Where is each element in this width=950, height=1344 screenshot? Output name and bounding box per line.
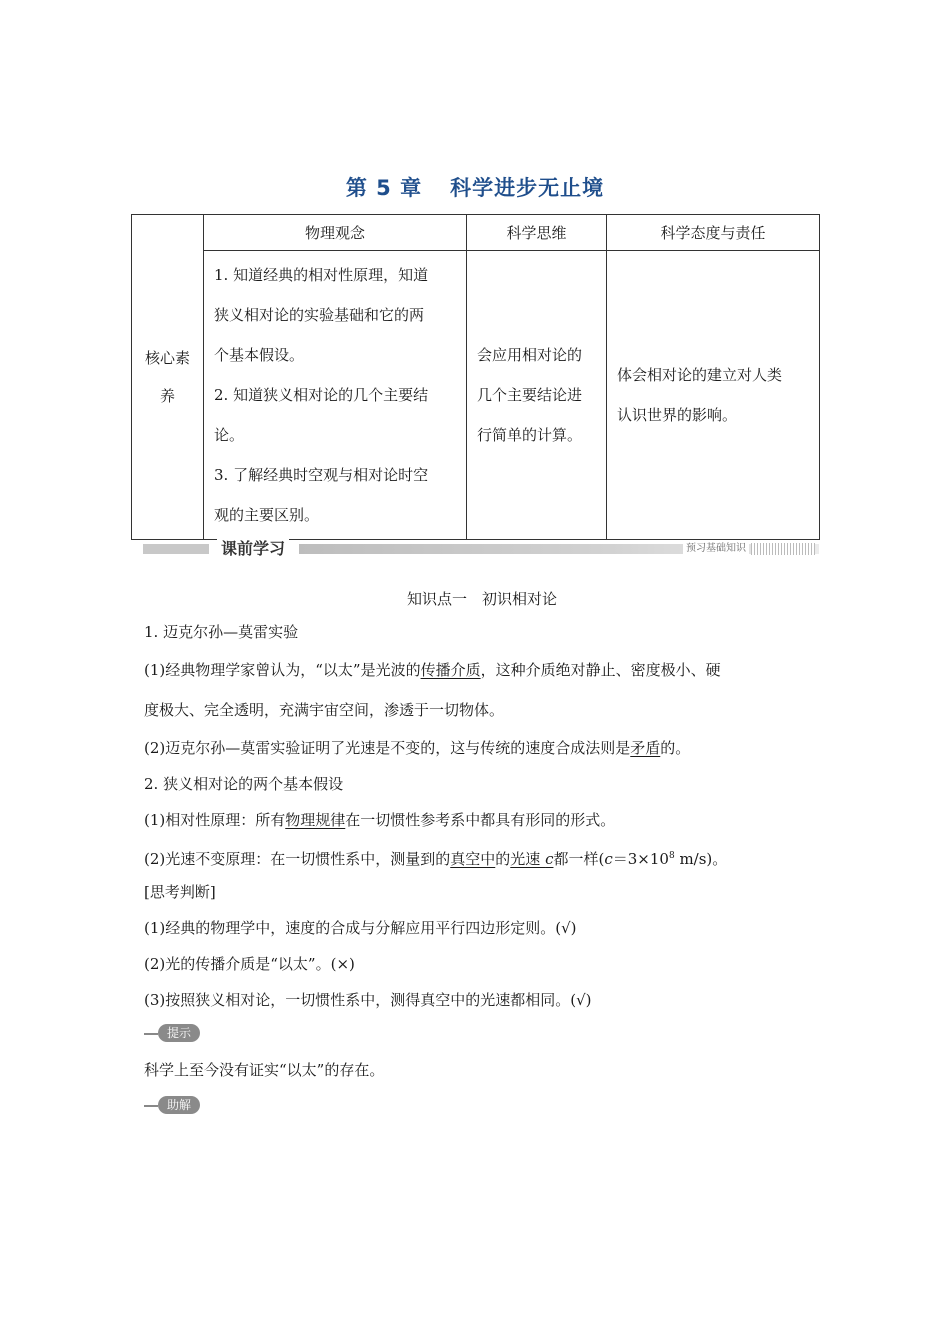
section-1-paragraph-1: (1)经典物理学家曾认为，“以太”是光波的传播介质，这种介质绝对静止、密度极小、硬 xyxy=(144,661,721,679)
help-chip xyxy=(144,1096,200,1114)
section-1-paragraph-2: (2)迈克尔孙—莫雷实验证明了光速是不变的，这与传统的速度合成法则是矛盾的。 xyxy=(144,739,691,757)
answer-blank: 真空中 xyxy=(450,850,496,868)
hint-chip xyxy=(144,1024,200,1042)
knowledge-point-title: 知识点一 初识相对论 xyxy=(406,590,557,608)
answer-blank: 光速 c xyxy=(510,850,554,868)
section-2-paragraph-2: (2)光速不变原理：在一切惯性系中，测量到的真空中的光速 c都一样($c=3\times 10^8$ m/s)。 xyxy=(144,850,728,868)
chapter-name: 科学进步无止境 xyxy=(450,176,605,200)
think-judge-title: [思考判断] xyxy=(144,883,216,901)
section-2-title: 2. 狭义相对论的两个基本假设 xyxy=(144,775,344,793)
header-scientific-attitude: 科学态度与责任 xyxy=(607,215,820,251)
section-1-paragraph-1-cont: 度极大、完全透明，充满宇宙空间，渗透于一切物体。 xyxy=(144,701,505,719)
banner-tag: 预习基础知识 xyxy=(683,542,749,556)
answer-blank: 传播介质 xyxy=(420,661,481,679)
judge-item: (2)光的传播介质是“以太”。(×) xyxy=(144,955,355,973)
cell-scientific-thinking: 会应用相对论的 几个主要结论进 行简单的计算。 xyxy=(467,251,607,540)
hint-label-row xyxy=(144,1018,820,1050)
header-scientific-thinking: 科学思维 xyxy=(467,215,607,251)
hint-label: 提示 xyxy=(158,1024,200,1042)
chapter-title xyxy=(0,172,950,202)
core-literacy-table xyxy=(131,214,820,540)
judge-item: (3)按照狭义相对论，一切惯性系中，测得真空中的光速都相同。(√) xyxy=(144,991,592,1009)
answer-blank: 矛盾 xyxy=(630,739,661,757)
section-1-title: 1. 迈克尔孙—莫雷实验 xyxy=(144,623,299,641)
help-label-row xyxy=(144,1090,820,1122)
help-label: 助解 xyxy=(158,1096,200,1114)
lesson-content xyxy=(144,584,820,1122)
chapter-number: 第 5 章 xyxy=(345,176,423,200)
row-header-core-literacy: 核心素 养 xyxy=(132,215,204,540)
answer-blank: 物理规律 xyxy=(285,811,346,829)
banner-hatch xyxy=(751,543,815,555)
banner-bar-left xyxy=(143,544,209,554)
section-banner xyxy=(143,538,815,560)
banner-title: 课前学习 xyxy=(217,538,289,560)
judge-item: (1)经典的物理学中，速度的合成与分解应用平行四边形定则。(√) xyxy=(144,919,577,937)
cell-scientific-attitude: 体会相对论的建立对人类 认识世界的影响。 xyxy=(607,251,820,540)
section-2-paragraph-1: (1)相对性原理：所有物理规律在一切惯性参考系中都具有形同的形式。 xyxy=(144,811,616,829)
header-physics-concept: 物理观念 xyxy=(204,215,467,251)
cell-physics-concept: 1. 知道经典的相对性原理，知道 狭义相对论的实验基础和它的两 个基本假设。 2. 知道狭义相对论的几个主要结 论。 3. 了解经典时空观与相对论时空 观的主要区别。 xyxy=(204,251,467,540)
hint-text: 科学上至今没有证实“以太”的存在。 xyxy=(144,1061,385,1079)
